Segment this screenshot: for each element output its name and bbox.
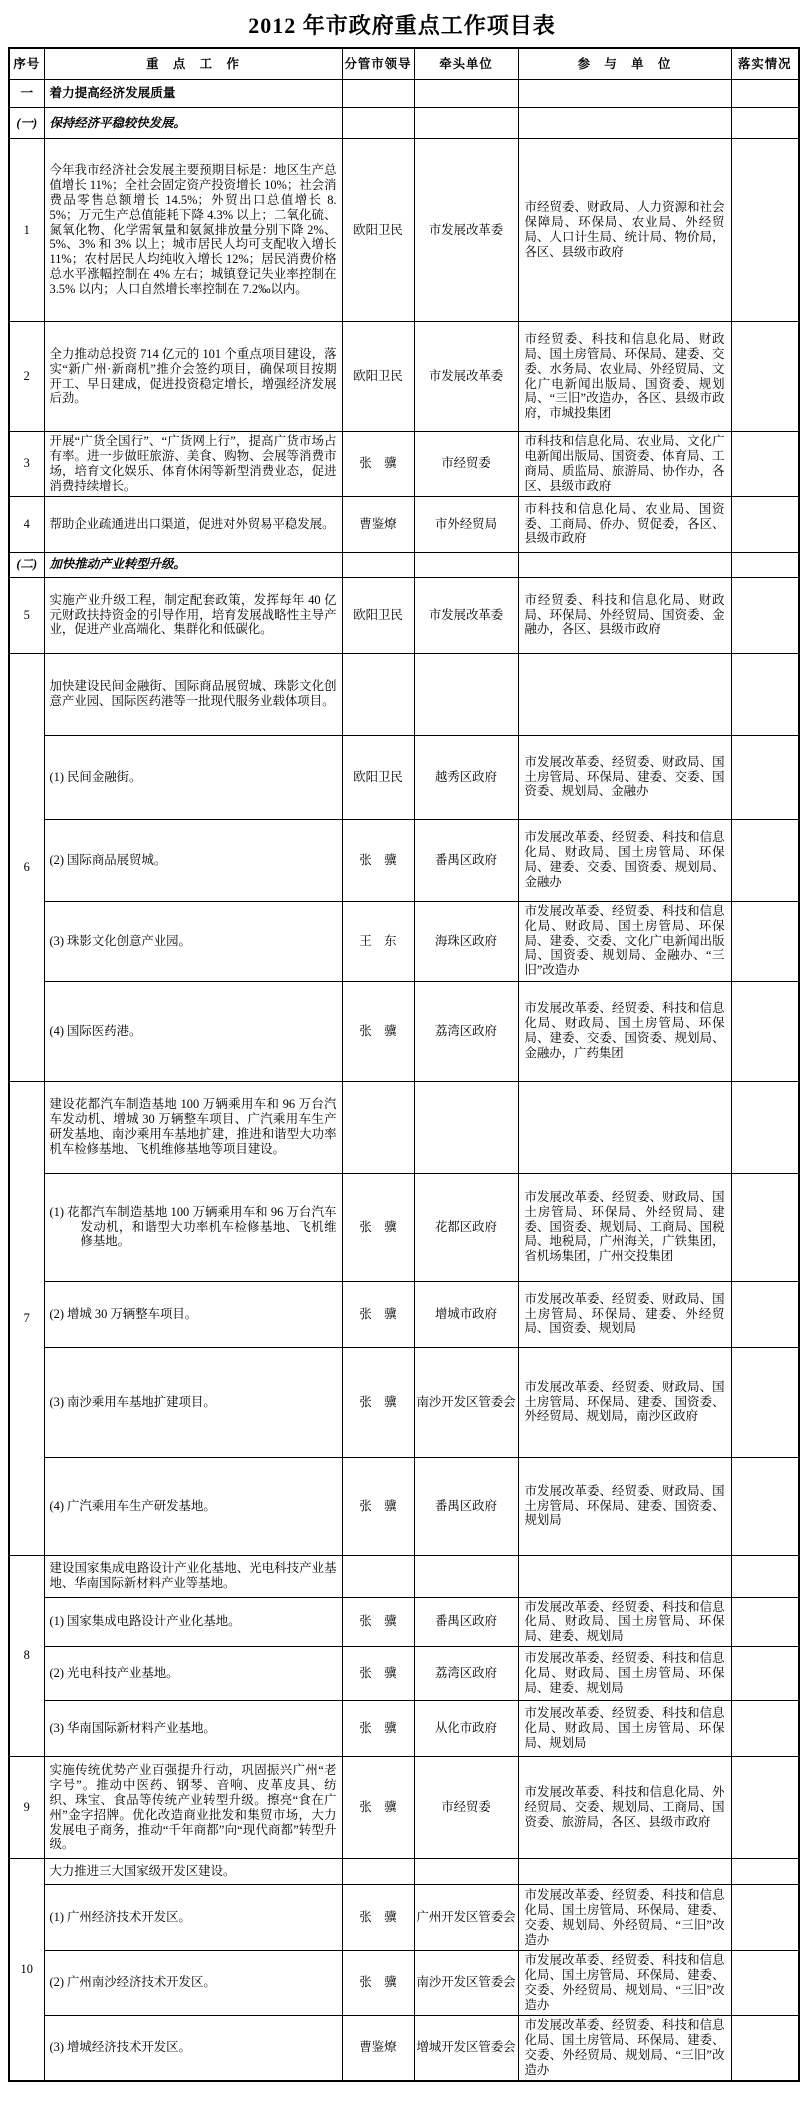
status-cell: [731, 432, 799, 497]
leader-cell: 张 骥: [342, 1701, 414, 1757]
leader-cell: 曹鉴燎: [342, 496, 414, 552]
leader-cell: 张 骥: [342, 1347, 414, 1457]
participants-cell: [518, 1081, 731, 1173]
leader-cell: 张 骥: [342, 1281, 414, 1347]
leader-cell: 张 骥: [342, 1647, 414, 1701]
work-cell: (3) 南沙乘用车基地扩建项目。: [44, 1347, 342, 1457]
leader-cell: [342, 1081, 414, 1173]
leader-cell: 张 骥: [342, 819, 414, 901]
leader-cell: 张 骥: [342, 1951, 414, 2016]
lead-unit-cell: 从化市政府: [414, 1701, 518, 1757]
work-cell: 着力提高经济发展质量: [44, 80, 342, 108]
work-cell: (4) 广汽乘用车生产研发基地。: [44, 1457, 342, 1555]
work-cell: 建设国家集成电路设计产业化基地、光电科技产业基地、华南国际新材料产业等基地。: [44, 1555, 342, 1597]
lead-unit-cell: [414, 1859, 518, 1885]
status-cell: [731, 1347, 799, 1457]
leader-cell: 张 骥: [342, 1885, 414, 1951]
lead-unit-cell: 花都区政府: [414, 1173, 518, 1281]
lead-unit-cell: [414, 552, 518, 577]
work-cell: 保持经济平稳较快发展。: [44, 108, 342, 139]
status-cell: [731, 1597, 799, 1647]
status-cell: [731, 1647, 799, 1701]
leader-cell: 张 骥: [342, 1457, 414, 1555]
participants-cell: 市发展改革委、经贸委、科技和信息化局、国土房管局、环保局、建委、交委、外经贸局、规划局、“三旧”改造办: [518, 2015, 731, 2081]
table-row: [9, 981, 799, 1081]
participants-cell: [518, 653, 731, 735]
work-cell: (1) 国家集成电路设计产业化基地。: [44, 1597, 342, 1647]
col-header-leader: 分管市领导: [342, 48, 414, 80]
leader-cell: 张 骥: [342, 1173, 414, 1281]
table-row: [9, 108, 799, 139]
table-row: [9, 1701, 799, 1757]
status-cell: [731, 1757, 799, 1859]
status-cell: [731, 1081, 799, 1173]
table-row: [9, 1173, 799, 1281]
serial-cell: 4: [9, 496, 44, 552]
participants-cell: 市经贸委、财政局、人力资源和社会保障局、环保局、农业局、外经贸局、人口计生局、统计局、物价局，各区、县级市政府: [518, 139, 731, 322]
participants-cell: [518, 80, 731, 108]
participants-cell: 市发展改革委、经贸委、科技和信息化局、财政局、国土房管局、环保局、建委、交委、国资委、规划局、金融办，广药集团: [518, 981, 731, 1081]
status-cell: [731, 819, 799, 901]
work-cell: 实施产业升级工程，制定配套政策，发挥每年 40 亿元财政扶持资金的引导作用，培育发展战略性主导产业，促进产业高端化、集群化和低碳化。: [44, 577, 342, 653]
lead-unit-cell: 番禺区政府: [414, 819, 518, 901]
table-row: [9, 1281, 799, 1347]
status-cell: [731, 1951, 799, 2016]
status-cell: [731, 139, 799, 322]
table-row: [9, 1555, 799, 1597]
leader-cell: 王 东: [342, 901, 414, 981]
participants-cell: 市发展改革委、经贸委、科技和信息化局、财政局、国土房管局、环保局、建委、规划局: [518, 1597, 731, 1647]
page-title: 2012 年市政府重点工作项目表: [248, 13, 556, 38]
col-header-status: 落实情况: [731, 48, 799, 80]
participants-cell: 市发展改革委、经贸委、科技和信息化局、国土房管局、环保局、建委、交委、外经贸局、规划局、“三旧”改造办: [518, 1951, 731, 2016]
participants-cell: 市发展改革委、经贸委、科技和信息化局、财政局、国土房管局、环保局、建委、规划局: [518, 1647, 731, 1701]
serial-cell: 5: [9, 577, 44, 653]
participants-cell: 市发展改革委、科技和信息化局、外经贸局、交委、规划局、工商局、国资委、旅游局，各区、县级市政府: [518, 1757, 731, 1859]
col-header-lead-unit: 牵头单位: [414, 48, 518, 80]
work-cell: (3) 增城经济技术开发区。: [44, 2015, 342, 2081]
lead-unit-cell: 南沙开发区管委会: [414, 1347, 518, 1457]
serial-cell: 8: [9, 1555, 44, 1757]
status-cell: [731, 1859, 799, 1885]
leader-cell: 曹鉴燎: [342, 2015, 414, 2081]
lead-unit-cell: 广州开发区管委会: [414, 1885, 518, 1951]
lead-unit-cell: 市外经贸局: [414, 496, 518, 552]
lead-unit-cell: 越秀区政府: [414, 735, 518, 819]
work-cell: (2) 国际商品展贸城。: [44, 819, 342, 901]
participants-cell: 市经贸委、科技和信息化局、财政局、环保局、外经贸局、国资委、金融办，各区、县级市政府: [518, 577, 731, 653]
participants-cell: 市科技和信息化局、农业局、文化广电新闻出版局、国资委、体育局、工商局、质监局、旅游局、协作办，各区、县级市政府: [518, 432, 731, 497]
leader-cell: [342, 552, 414, 577]
status-cell: [731, 108, 799, 139]
table-row: [9, 1347, 799, 1457]
status-cell: [731, 981, 799, 1081]
table-row: [9, 653, 799, 735]
status-cell: [731, 1173, 799, 1281]
participants-cell: 市发展改革委、经贸委、科技和信息化局、国土房管局、环保局、建委、交委、规划局、外经贸局、“三旧”改造办: [518, 1885, 731, 1951]
lead-unit-cell: 南沙开发区管委会: [414, 1951, 518, 2016]
table-row: [9, 1757, 799, 1859]
serial-cell: (一): [9, 108, 44, 139]
lead-unit-cell: 增城市政府: [414, 1281, 518, 1347]
leader-cell: 欧阳卫民: [342, 139, 414, 322]
status-cell: [731, 901, 799, 981]
participants-cell: 市经贸委、科技和信息化局、财政局、国土房管局、环保局、建委、交委、水务局、农业局、外经贸局、文化广电新闻出版局、国资委、规划局、“三旧”改造办，各区、县级市政府，市城投集团: [518, 322, 731, 432]
work-cell: (1) 广州经济技术开发区。: [44, 1885, 342, 1951]
status-cell: [731, 1555, 799, 1597]
table-row: [9, 735, 799, 819]
leader-cell: [342, 108, 414, 139]
status-cell: [731, 735, 799, 819]
status-cell: [731, 2015, 799, 2081]
lead-unit-cell: 番禺区政府: [414, 1597, 518, 1647]
col-header-participants: 参 与 单 位: [518, 48, 731, 80]
status-cell: [731, 496, 799, 552]
table-row: [9, 496, 799, 552]
leader-cell: 张 骥: [342, 981, 414, 1081]
work-cell: 大力推进三大国家级开发区建设。: [44, 1859, 342, 1885]
serial-cell: 2: [9, 322, 44, 432]
participants-cell: 市发展改革委、经贸委、财政局、国土房管局、环保局、建委、外经贸局、国资委、规划局: [518, 1281, 731, 1347]
participants-cell: 市发展改革委、经贸委、科技和信息化局、财政局、国土房管局、环保局、规划局: [518, 1701, 731, 1757]
lead-unit-cell: 市发展改革委: [414, 577, 518, 653]
serial-cell: (二): [9, 552, 44, 577]
lead-unit-cell: 海珠区政府: [414, 901, 518, 981]
table-row: [9, 577, 799, 653]
table-row: [9, 2015, 799, 2081]
serial-cell: 1: [9, 139, 44, 322]
table-row: [9, 819, 799, 901]
table-row: [9, 139, 799, 322]
participants-cell: [518, 552, 731, 577]
lead-unit-cell: [414, 1081, 518, 1173]
work-cell: 实施传统优势产业百强提升行动，巩固振兴广州“老字号”。推动中医药、钢琴、音响、皮革皮具、纺织、珠宝、食品等传统产业转型升级。擦亮“食在广州”金字招牌。优化改造商业批发和集贸市场，大力发展电子商务，推动“千年商都”向“现代商都”转型升级。: [44, 1757, 342, 1859]
status-cell: [731, 1701, 799, 1757]
leader-cell: 张 骥: [342, 1597, 414, 1647]
participants-cell: 市发展改革委、经贸委、科技和信息化局、财政局、国土房管局、环保局、建委、交委、文化广电新闻出版局、国资委、规划局、金融办、“三旧”改造办: [518, 901, 731, 981]
table-row: [9, 1951, 799, 2016]
leader-cell: 欧阳卫民: [342, 735, 414, 819]
table-row: [9, 80, 799, 108]
work-cell: 开展“广货全国行”、“广货网上行”，提高广货市场占有率。进一步做旺旅游、美食、购物、会展等消费市场，培育文化娱乐、体育休闲等新型消费业态，促进消费持续增长。: [44, 432, 342, 497]
lead-unit-cell: 市经贸委: [414, 1757, 518, 1859]
table-row: [9, 901, 799, 981]
lead-unit-cell: [414, 653, 518, 735]
work-cell: 建设花都汽车制造基地 100 万辆乘用车和 96 万台汽车发动机、增城 30 万辆整车项目、广汽乘用车生产研发基地、南沙乘用车基地扩建，推进和谐型大功率机车检修基地、飞机维修基地等项目建设。: [44, 1081, 342, 1173]
status-cell: [731, 322, 799, 432]
participants-cell: [518, 108, 731, 139]
work-cell: (2) 广州南沙经济技术开发区。: [44, 1951, 342, 2016]
leader-cell: [342, 1555, 414, 1597]
serial-cell: 一: [9, 80, 44, 108]
participants-cell: [518, 1859, 731, 1885]
work-cell: 今年我市经济社会发展主要预期目标是：地区生产总值增长 11%；全社会固定资产投资增长 10%；社会消费品零售总额增长 14.5%；外贸出口总值增长 8.5%；万元生产总值能耗下降 4.3% 以上；二氧化硫、氮氧化物、化学需氧量和氨氮排放量分别下降 2%、5%、3% 和 3% 以上；城市居民人均可支配收入增长 11%；农村居民人均纯收入增长 12%；居民消费价格总水平涨幅控制在 4% 左右；城镇登记失业率控制在 3.5% 以内；人口自然增长率控制在 7.2‰以内。: [44, 139, 342, 322]
projects-table: [8, 47, 800, 2082]
serial-cell: 9: [9, 1757, 44, 1859]
lead-unit-cell: 市发展改革委: [414, 322, 518, 432]
status-cell: [731, 552, 799, 577]
serial-cell: 6: [9, 653, 44, 1081]
table-row: [9, 1597, 799, 1647]
leader-cell: [342, 80, 414, 108]
work-cell: (2) 增城 30 万辆整车项目。: [44, 1281, 342, 1347]
work-cell: (1) 民间金融街。: [44, 735, 342, 819]
lead-unit-cell: 增城开发区管委会: [414, 2015, 518, 2081]
work-cell: (2) 光电科技产业基地。: [44, 1647, 342, 1701]
status-cell: [731, 1457, 799, 1555]
leader-cell: [342, 1859, 414, 1885]
table-row: [9, 1885, 799, 1951]
col-header-serial: 序号: [9, 48, 44, 80]
leader-cell: 欧阳卫民: [342, 577, 414, 653]
status-cell: [731, 577, 799, 653]
leader-cell: [342, 653, 414, 735]
table-row: [9, 432, 799, 497]
table-row: [9, 552, 799, 577]
table-row: [9, 1457, 799, 1555]
leader-cell: 欧阳卫民: [342, 322, 414, 432]
lead-unit-cell: 荔湾区政府: [414, 1647, 518, 1701]
lead-unit-cell: [414, 80, 518, 108]
work-cell: (3) 华南国际新材料产业基地。: [44, 1701, 342, 1757]
table-header-row: [9, 48, 799, 80]
work-cell: (1) 花都汽车制造基地 100 万辆乘用车和 96 万台汽车发动机，和谐型大功率机车检修基地、飞机维修基地。: [44, 1173, 342, 1281]
participants-cell: 市科技和信息化局、农业局、国资委、工商局、侨办、贸促委，各区、县级市政府: [518, 496, 731, 552]
participants-cell: 市发展改革委、经贸委、财政局、国土房管局、环保局、外经贸局、建委、国资委、规划局、工商局、国税局、地税局，广州海关，广铁集团，省机场集团，广州交投集团: [518, 1173, 731, 1281]
participants-cell: 市发展改革委、经贸委、科技和信息化局、财政局、国土房管局、环保局、建委、交委、国资委、规划局、金融办: [518, 819, 731, 901]
lead-unit-cell: 市发展改革委: [414, 139, 518, 322]
status-cell: [731, 1885, 799, 1951]
status-cell: [731, 80, 799, 108]
leader-cell: 张 骥: [342, 432, 414, 497]
lead-unit-cell: [414, 1555, 518, 1597]
table-row: [9, 1859, 799, 1885]
status-cell: [731, 1281, 799, 1347]
work-cell: (3) 珠影文化创意产业园。: [44, 901, 342, 981]
serial-cell: 3: [9, 432, 44, 497]
col-header-work: 重 点 工 作: [44, 48, 342, 80]
lead-unit-cell: 荔湾区政府: [414, 981, 518, 1081]
participants-cell: 市发展改革委、经贸委、财政局、国土房管局、环保局、建委、国资委、规划局: [518, 1457, 731, 1555]
lead-unit-cell: 番禺区政府: [414, 1457, 518, 1555]
participants-cell: [518, 1555, 731, 1597]
work-cell: 加快推动产业转型升级。: [44, 552, 342, 577]
work-cell: 全力推动总投资 714 亿元的 101 个重点项目建设，落实“新广州·新商机”推介会签约项目，确保项目按期开工、早日建成，促进投资稳定增长，增强经济发展后劲。: [44, 322, 342, 432]
participants-cell: 市发展改革委、经贸委、财政局、国土房管局、环保局、建委、国资委、外经贸局、规划局，南沙区政府: [518, 1347, 731, 1457]
work-cell: 帮助企业疏通进出口渠道，促进对外贸易平稳发展。: [44, 496, 342, 552]
table-row: [9, 1081, 799, 1173]
table-row: [9, 1647, 799, 1701]
lead-unit-cell: [414, 108, 518, 139]
serial-cell: 7: [9, 1081, 44, 1555]
table-row: [9, 322, 799, 432]
leader-cell: 张 骥: [342, 1757, 414, 1859]
lead-unit-cell: 市经贸委: [414, 432, 518, 497]
status-cell: [731, 653, 799, 735]
serial-cell: 10: [9, 1859, 44, 2082]
participants-cell: 市发展改革委、经贸委、财政局、国土房管局、环保局、建委、交委、国资委、规划局、金融办: [518, 735, 731, 819]
work-cell: 加快建设民间金融街、国际商品展贸城、珠影文化创意产业园、国际医药港等一批现代服务业载体项目。: [44, 653, 342, 735]
work-cell: (4) 国际医药港。: [44, 981, 342, 1081]
